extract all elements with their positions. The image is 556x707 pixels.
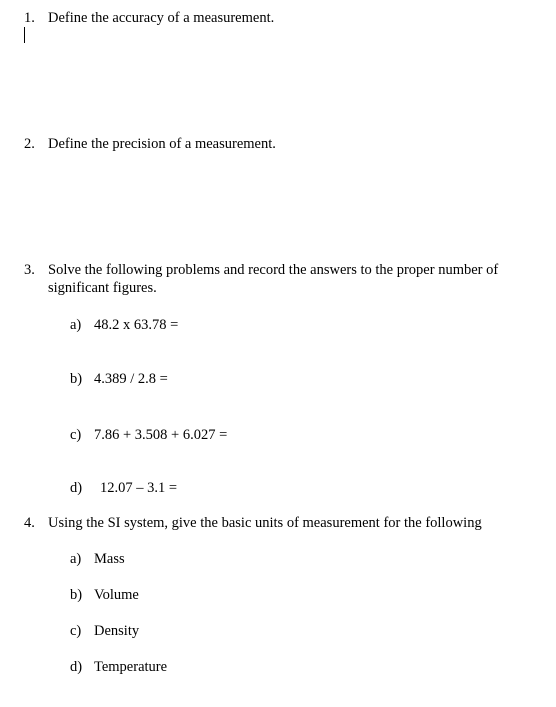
item-label: a)	[70, 551, 82, 567]
text-cursor	[24, 27, 25, 43]
item-text: 7.86 + 3.508 + 6.027 =	[94, 427, 228, 443]
item-text: Mass	[94, 551, 125, 567]
item-label: d)	[70, 659, 83, 675]
item-text: Density	[94, 623, 140, 639]
item-label: c)	[70, 427, 82, 443]
question-1-text: Define the accuracy of a measurement.	[48, 10, 275, 26]
item-label: b)	[70, 371, 83, 387]
question-4-text: Using the SI system, give the basic units of measurement for the following	[48, 515, 482, 531]
question-2	[24, 135, 276, 153]
item-label: a)	[70, 317, 82, 333]
question-4-number: 4.	[24, 515, 35, 531]
question-4-item-d	[70, 658, 168, 676]
question-3-item-c	[70, 426, 228, 444]
question-3-item-d	[70, 479, 178, 497]
item-text: 4.389 / 2.8 =	[94, 371, 168, 387]
question-2-text: Define the precision of a measurement.	[48, 136, 276, 152]
item-text: Volume	[94, 587, 139, 603]
question-4-item-b	[70, 586, 139, 604]
question-3-text-line2: significant figures.	[48, 280, 157, 296]
item-label: b)	[70, 587, 83, 603]
question-4-item-c	[70, 622, 140, 640]
item-label: c)	[70, 623, 82, 639]
question-2-number: 2.	[24, 136, 35, 152]
question-3-item-b	[70, 370, 168, 388]
question-3-text-line1: Solve the following problems and record the answers to the proper number of	[48, 262, 499, 278]
question-1-number: 1.	[24, 10, 35, 26]
item-label: d)	[70, 480, 83, 496]
question-4	[24, 514, 482, 532]
question-4-item-a	[70, 550, 125, 568]
question-3-item-a	[70, 316, 179, 334]
question-3	[24, 261, 499, 279]
question-3-number: 3.	[24, 262, 35, 278]
item-text: Temperature	[94, 659, 168, 675]
item-text: 12.07 – 3.1 =	[100, 480, 178, 496]
item-text: 48.2 x 63.78 =	[94, 317, 179, 333]
question-1	[24, 9, 275, 27]
